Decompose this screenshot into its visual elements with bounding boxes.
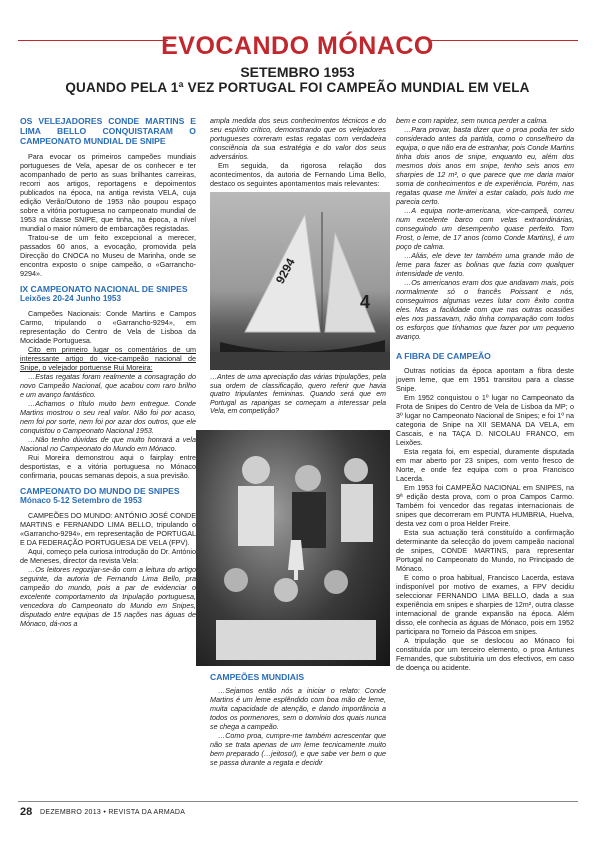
quote: …Os americanos eram dos que andavam mais, pois normalmente só o francês Poissant e nós, conseguimos algumas vezes lutar com êxito contra eles. Mas a facilidade com que nas outras ocasiões eles nos passavam, não tinha comparação com todos os esforços que tínhamos que fazer por um pequeno avanço. — [396, 278, 574, 341]
quote: …A equipa norte-americana, vice-campeã, correu num excelente barco com velas extraordinárias, conseguindo um desempenho quase perfeito. Tom Frost, o leme, de 17 anos (como Conde Martins), é um poço de calma. — [396, 206, 574, 251]
sail-number-small: 4 — [360, 292, 371, 312]
paragraph: Para evocar os primeiros campeões mundiais portugueses de Vela, apesar de os conhecer e ter acompanhado de perto as suas brilhantes carreiras, recorri aos artigos, reportagens e depoimentos publicados na época, na antiga revista VELA, cuja edição Verão/Outono de 1953 não poupou espaço sobre a vitória portuguesa no campeonato mundial de 1953 na classe SNIPE, que tinha, na época, a nível mundial o maior número de embarcações registadas. — [20, 152, 196, 233]
section-dates-world: Mónaco 5-12 Setembro de 1953 — [20, 496, 142, 505]
section-dates-national: Leixões 20-24 Junho 1953 — [20, 294, 122, 303]
sailboat-photo — [210, 192, 390, 370]
paragraph: Em 1953 foi CAMPEÃO NACIONAL em SNIPES, na 9ª edição desta prova, com o proa Campos Carmo. Também foi vencedor das regatas internacionais de snipes que decorreram em PUNTA HUMBRIA, Huelva, desta vez com o proa Helder Freire. — [396, 483, 574, 528]
quote: bem e com rapidez, sem nunca perder a calma. — [396, 116, 549, 125]
quote: …Como proa, cumpre-me também acrescentar que não se trata apenas de um leme tecnicamente muito bem preparado (…jeitoso!), e que sabe ver bem o que se passa durante a regata e decidir — [210, 731, 386, 767]
quote: …Achamos o título muito bem entregue. Conde Martins mostrou o seu real valor. Não foi por acaso, nem foi por sorte, nem foi por azar dos outros, que ele conquistou o Campeonato Nacional 1953. — [20, 399, 196, 435]
paragraph: Aqui, começo pela curiosa introdução do Dr. António de Meneses, director da revista Vela: — [20, 547, 196, 565]
sail-number: 9294 — [272, 255, 298, 287]
paragraph: E como o proa habitual, Francisco Lacerda, estava indisponível por motivo de exames, a FPV decidiu seleccionar FERNANDO LIMA BELLO, dada a sua experiência em snipes e sharpies de 12m², outra classe internacional de grande expansão na época. Além disso, ele conhecia as águas de Mónaco, pois em 1952 participara no Torneio da Páscoa em snipes. — [396, 573, 574, 636]
paragraph: Esta regata foi, em especial, duramente disputada em mar aberto por 23 snipes, com vento fresco de Norte, e onde fez equipa com o proa Francisco Lacerda. — [396, 447, 574, 483]
section-title-national: IX CAMPEONATO NACIONAL DE SNIPES — [20, 284, 188, 294]
column-3 — [396, 116, 574, 672]
column-1-heading: OS VELEJADORES CONDE MARTINS E LIMA BELLO CONQUISTARAM O CAMPEONATO MUNDIAL DE SNIPE — [20, 116, 196, 146]
column-1 — [20, 116, 196, 628]
quote: …Estas regatas foram realmente a consagração do novo Campeão Nacional, que acabou com raro brilho e um avanço fantástico. — [20, 372, 196, 399]
article-subtitle: QUANDO PELA 1ª VEZ PORTUGAL FOI CAMPEÃO MUNDIAL EM VELA — [65, 80, 530, 95]
column-2-top — [210, 116, 386, 188]
ceremony-illustration — [196, 430, 390, 666]
paragraph: Em seguida, da rigorosa relação dos acontecimentos, da autoria de Fernando Lima Bello, destaco os seguintes apontamentos mais relevantes: — [210, 161, 386, 188]
section-title-fibra: A FIBRA DE CAMPEÃO — [396, 351, 491, 361]
quote: …Para provar, basta dizer que o proa podia ter sido considerado antes da partida, como o conselheiro da equipa, o que não era de estranhar, pois Conde Martins tinha dois anos de snipe, enquanto eu, além dos mesmos dois anos em snipe, tenho seis anos em sharpies de 12 m², o que parece que me daria maior soma de conhecimentos e de experiência. Porém, nas regatas quase me limitei a estar calado, pois tudo me parecia certo. — [396, 125, 574, 206]
column-2-bottom — [210, 672, 386, 767]
photo-caption: …Antes de uma apreciação das várias tripulações, pela sua ordem de classificação, quero referir que havia quatro tripulantes femininas. Quando será que em Portugal as raparigas se começam a interessar pela Vela, em competição? — [210, 374, 386, 416]
highlighted-paragraph: Cito em primeiro lugar os comentários de um interessante artigo do vice-campeão nacional de Snipe, o velejador portuense Rui Moreira: — [20, 345, 196, 372]
ceremony-photo — [196, 430, 390, 666]
paragraph: CAMPEÕES DO MUNDO: ANTÓNIO JOSÉ CONDE MARTINS e FERNANDO LIMA BELLO, tripulando o «Garrancho-9294», em representação de PORTUGAL E DA FEDERAÇÃO PORTUGUESA DE VELA (FPV). — [20, 511, 196, 547]
quote: …Os leitores regozijar-se-ão com a leitura do artigo seguinte, da autoria de Fernando Lima Bello, pra campeão do mundo, pois a par de evidenciar o excelente comportamento da tripulação portuguesa, vencedora do Campeonato do Mundo em Snipes, disputado entre equipas de 15 nações nas águas de Mónaco, dá-nos a — [20, 565, 196, 628]
paragraph: Tratou-se de um feito excepcional a merecer, passados 60 anos, a evocação, promovida pela Direcção do CNOCA no Museu de Marinha, onde se encontra exposto o snipe campeão, o «Garrancho-9294». — [20, 233, 196, 278]
article-title: EVOCANDO MÓNACO — [161, 32, 434, 60]
footer-rule — [18, 801, 578, 802]
paragraph: A tripulação que se deslocou ao Mónaco foi constituída por um terceiro elemento, o proa Antunes Fernandes, que substituiria um dos efectivos, em caso de doença ou acidente. — [396, 636, 574, 672]
paragraph: Esta sua actuação terá constituído a confirmação determinante da selecção do jovem campeão nacional de snipes, CONDE MARTINS, para representar Portugal no Campeonato do Mundo, no Principado de Mónaco. — [396, 528, 574, 573]
paragraph: Rui Moreira demonstrou aqui o fairplay entre desportistas, e a vitória portuguesa no Mónaco confirmaria, poucas semanas depois, a sua previsão. — [20, 453, 196, 480]
quote: …Aliás, ele deve ter também uma grande mão de leme para fazer as bolinas que fazia com qualquer intensidade de vento. — [396, 251, 574, 278]
quote: ampla medida dos seus conhecimentos técnicos e do seu espírito crítico, demonstrando que os velejadores portugueses correram estas regatas com verdadeira consciência da sua estratégia e do valor dos seus adversários. — [210, 116, 386, 161]
quote: …Sejamos então nós a iniciar o relato: Conde Martins é um leme esplêndido com boa mão de leme, muita capacidade de atenção, e dando importância a todos os pormenores, sem o domínio dos quais nunca se chega a campeão. — [210, 686, 386, 731]
page-number: 28 — [20, 806, 33, 818]
paragraph: Outras notícias da época apontam a fibra deste jovem leme, que em 1951 transitou para a classe Snipe. — [396, 366, 574, 393]
section-title-world: CAMPEONATO DO MUNDO DE SNIPES — [20, 486, 180, 496]
quote: …Não tenho dúvidas de que muito honrará a vela Nacional no Campeonato do Mundo em Mónaco. — [20, 435, 196, 453]
article-subtitle-date: SETEMBRO 1953 — [240, 64, 355, 80]
sailboat-illustration — [210, 192, 390, 370]
paragraph: Campeões Nacionais: Conde Martins e Campos Carmo, tripulando o «Garrancho-9294», em representação do Centro de Vela de Lisboa da Mocidade Portuguesa. — [20, 309, 196, 345]
footer-text: DEZEMBRO 2013 • REVISTA DA ARMADA — [40, 809, 186, 816]
section-title-champions: CAMPEÕES MUNDIAIS — [210, 672, 305, 682]
paragraph: Em 1952 conquistou o 1º lugar no Campeonato da Frota de Snipes do Centro de Vela de Lisboa da MP; o 3º lugar no Campeonato Nacional de Snipes; e foi 1º na categoria de Snipe na XII SEMANA DA VELA, em Cascais, e na TAÇA D. NICOLAU FRANCO, em Leixões. — [396, 393, 574, 447]
